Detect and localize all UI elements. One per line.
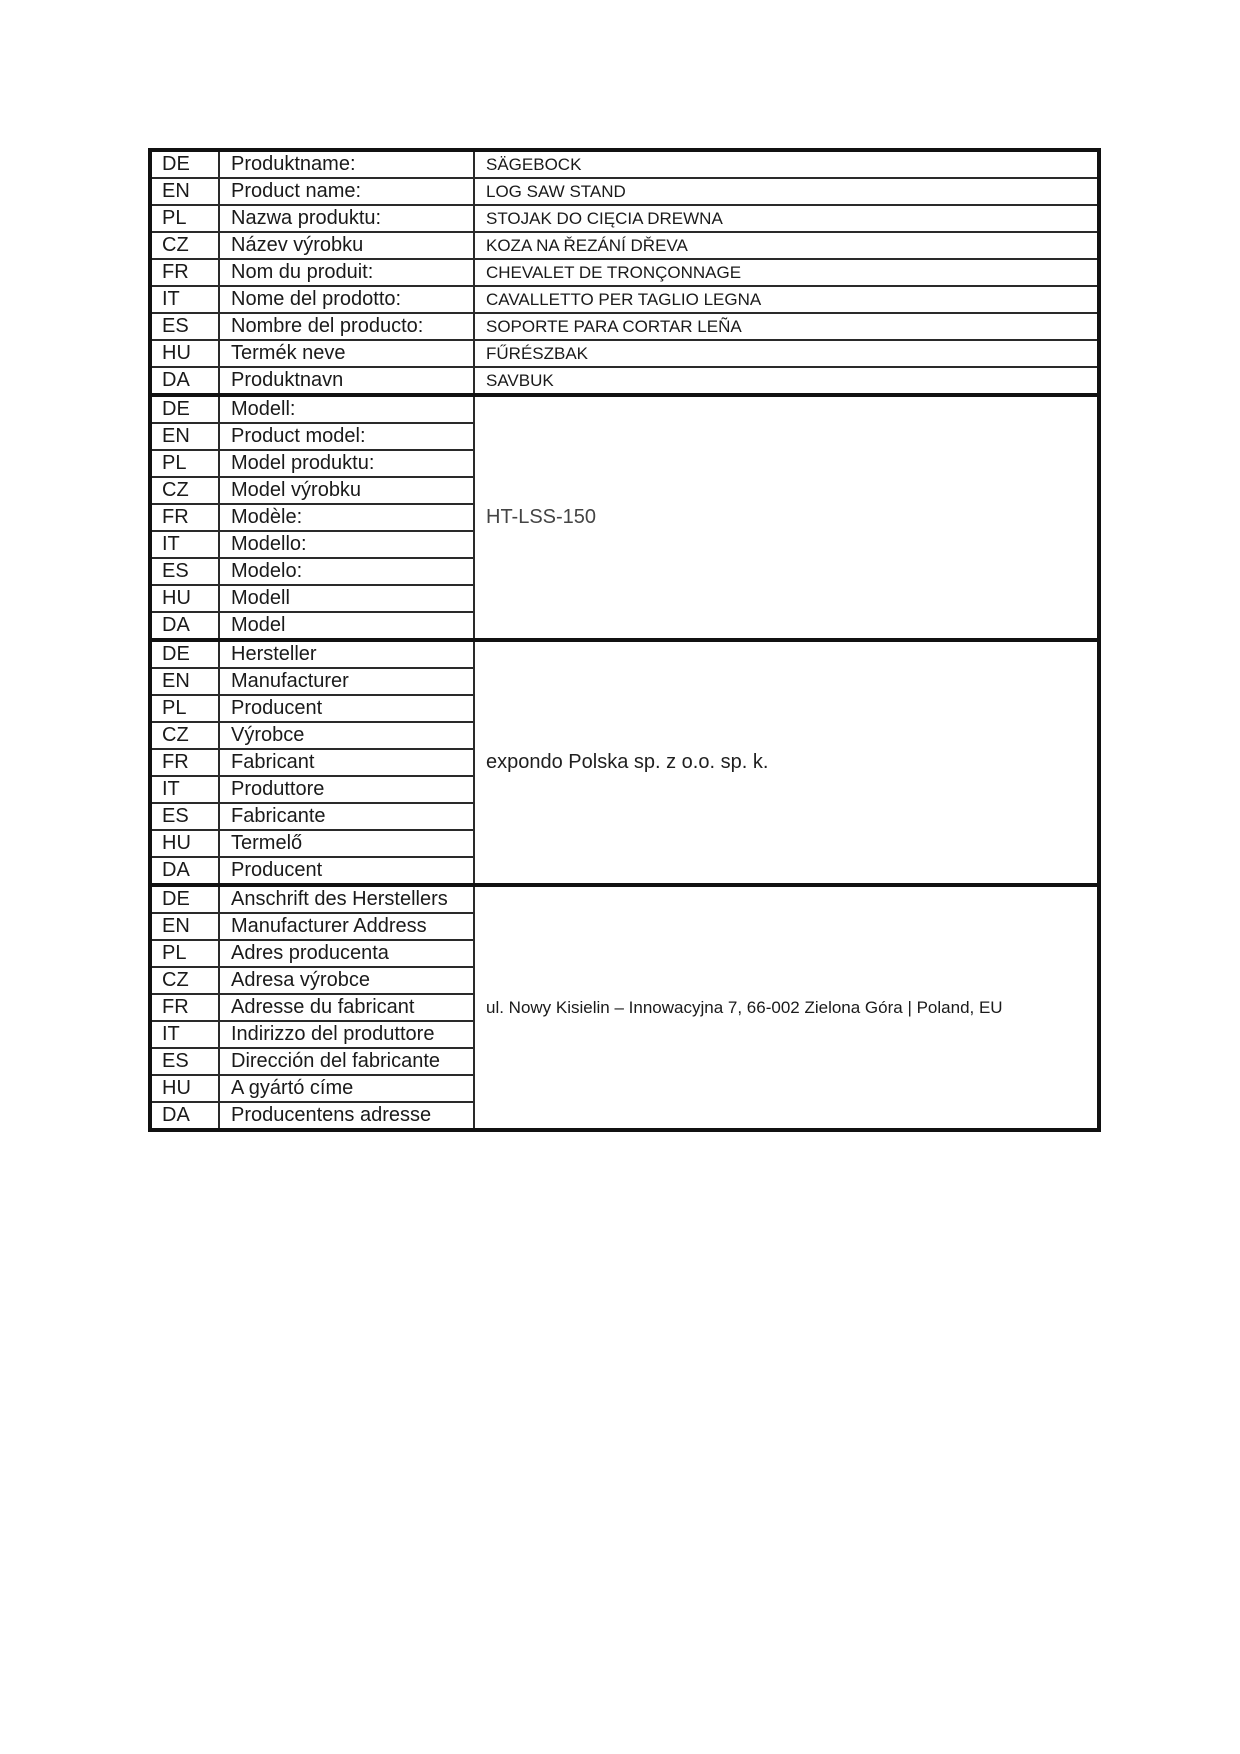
lang-code: IT — [150, 776, 219, 803]
table-row — [150, 313, 1099, 340]
table-row — [150, 150, 1099, 178]
field-label: Product name: — [219, 178, 474, 205]
field-label: A gyártó címe — [219, 1075, 474, 1102]
table-row — [150, 340, 1099, 367]
table-row — [150, 232, 1099, 259]
field-label: Model výrobku — [219, 477, 474, 504]
field-label: Product model: — [219, 423, 474, 450]
field-label: Hersteller — [219, 640, 474, 668]
field-label: Model produktu: — [219, 450, 474, 477]
product-name-value: STOJAK DO CIĘCIA DREWNA — [474, 205, 1099, 232]
product-name-value: FŰRÉSZBAK — [474, 340, 1099, 367]
lang-code: EN — [150, 668, 219, 695]
product-name-value: KOZA NA ŘEZÁNÍ DŘEVA — [474, 232, 1099, 259]
table-row — [150, 885, 1099, 913]
table-row — [150, 205, 1099, 232]
lang-code: PL — [150, 695, 219, 722]
field-label: Název výrobku — [219, 232, 474, 259]
lang-code: ES — [150, 803, 219, 830]
field-label: Producent — [219, 695, 474, 722]
lang-code: DE — [150, 885, 219, 913]
lang-code: EN — [150, 423, 219, 450]
field-label: Produktname: — [219, 150, 474, 178]
product-name-value: SOPORTE PARA CORTAR LEÑA — [474, 313, 1099, 340]
table-row — [150, 259, 1099, 286]
lang-code: ES — [150, 558, 219, 585]
lang-code: IT — [150, 286, 219, 313]
field-label: Adres producenta — [219, 940, 474, 967]
field-label: Model — [219, 612, 474, 640]
table-row — [150, 640, 1099, 668]
lang-code: FR — [150, 749, 219, 776]
lang-code: PL — [150, 450, 219, 477]
lang-code: FR — [150, 504, 219, 531]
table-row — [150, 286, 1099, 313]
table-row — [150, 395, 1099, 423]
field-label: Produktnavn — [219, 367, 474, 395]
lang-code: IT — [150, 531, 219, 558]
field-label: Producent — [219, 857, 474, 885]
field-label: Výrobce — [219, 722, 474, 749]
field-label: Nombre del producto: — [219, 313, 474, 340]
lang-code: DA — [150, 857, 219, 885]
field-label: Nazwa produktu: — [219, 205, 474, 232]
field-label: Nome del prodotto: — [219, 286, 474, 313]
field-label: Termelő — [219, 830, 474, 857]
lang-code: CZ — [150, 477, 219, 504]
address-value: ul. Nowy Kisielin – Innowacyjna 7, 66-002 Zielona Góra | Poland, EU — [474, 885, 1099, 1130]
field-label: Modèle: — [219, 504, 474, 531]
field-label: Manufacturer — [219, 668, 474, 695]
product-name-value: LOG SAW STAND — [474, 178, 1099, 205]
field-label: Produttore — [219, 776, 474, 803]
lang-code: FR — [150, 259, 219, 286]
lang-code: FR — [150, 994, 219, 1021]
lang-code: CZ — [150, 967, 219, 994]
lang-code: PL — [150, 940, 219, 967]
lang-code: IT — [150, 1021, 219, 1048]
product-info-table — [148, 148, 1101, 1132]
field-label: Modello: — [219, 531, 474, 558]
table-row — [150, 367, 1099, 395]
lang-code: DE — [150, 150, 219, 178]
lang-code: DA — [150, 612, 219, 640]
field-label: Adresse du fabricant — [219, 994, 474, 1021]
field-label: Dirección del fabricante — [219, 1048, 474, 1075]
product-name-value: CHEVALET DE TRONÇONNAGE — [474, 259, 1099, 286]
lang-code: CZ — [150, 232, 219, 259]
field-label: Fabricante — [219, 803, 474, 830]
lang-code: HU — [150, 1075, 219, 1102]
lang-code: ES — [150, 1048, 219, 1075]
lang-code: EN — [150, 913, 219, 940]
product-name-value: SAVBUK — [474, 367, 1099, 395]
product-name-value: CAVALLETTO PER TAGLIO LEGNA — [474, 286, 1099, 313]
field-label: Indirizzo del produttore — [219, 1021, 474, 1048]
field-label: Modell: — [219, 395, 474, 423]
field-label: Producentens adresse — [219, 1102, 474, 1130]
lang-code: HU — [150, 340, 219, 367]
field-label: Termék neve — [219, 340, 474, 367]
lang-code: DE — [150, 395, 219, 423]
table-row — [150, 178, 1099, 205]
lang-code: HU — [150, 830, 219, 857]
field-label: Modell — [219, 585, 474, 612]
lang-code: EN — [150, 178, 219, 205]
lang-code: ES — [150, 313, 219, 340]
lang-code: CZ — [150, 722, 219, 749]
lang-code: DE — [150, 640, 219, 668]
lang-code: DA — [150, 367, 219, 395]
lang-code: PL — [150, 205, 219, 232]
field-label: Manufacturer Address — [219, 913, 474, 940]
field-label: Modelo: — [219, 558, 474, 585]
manufacturer-value: expondo Polska sp. z o.o. sp. k. — [474, 640, 1099, 885]
model-value: HT-LSS-150 — [474, 395, 1099, 640]
lang-code: DA — [150, 1102, 219, 1130]
product-name-value: SÄGEBOCK — [474, 150, 1099, 178]
lang-code: HU — [150, 585, 219, 612]
field-label: Nom du produit: — [219, 259, 474, 286]
field-label: Anschrift des Herstellers — [219, 885, 474, 913]
field-label: Adresa výrobce — [219, 967, 474, 994]
field-label: Fabricant — [219, 749, 474, 776]
